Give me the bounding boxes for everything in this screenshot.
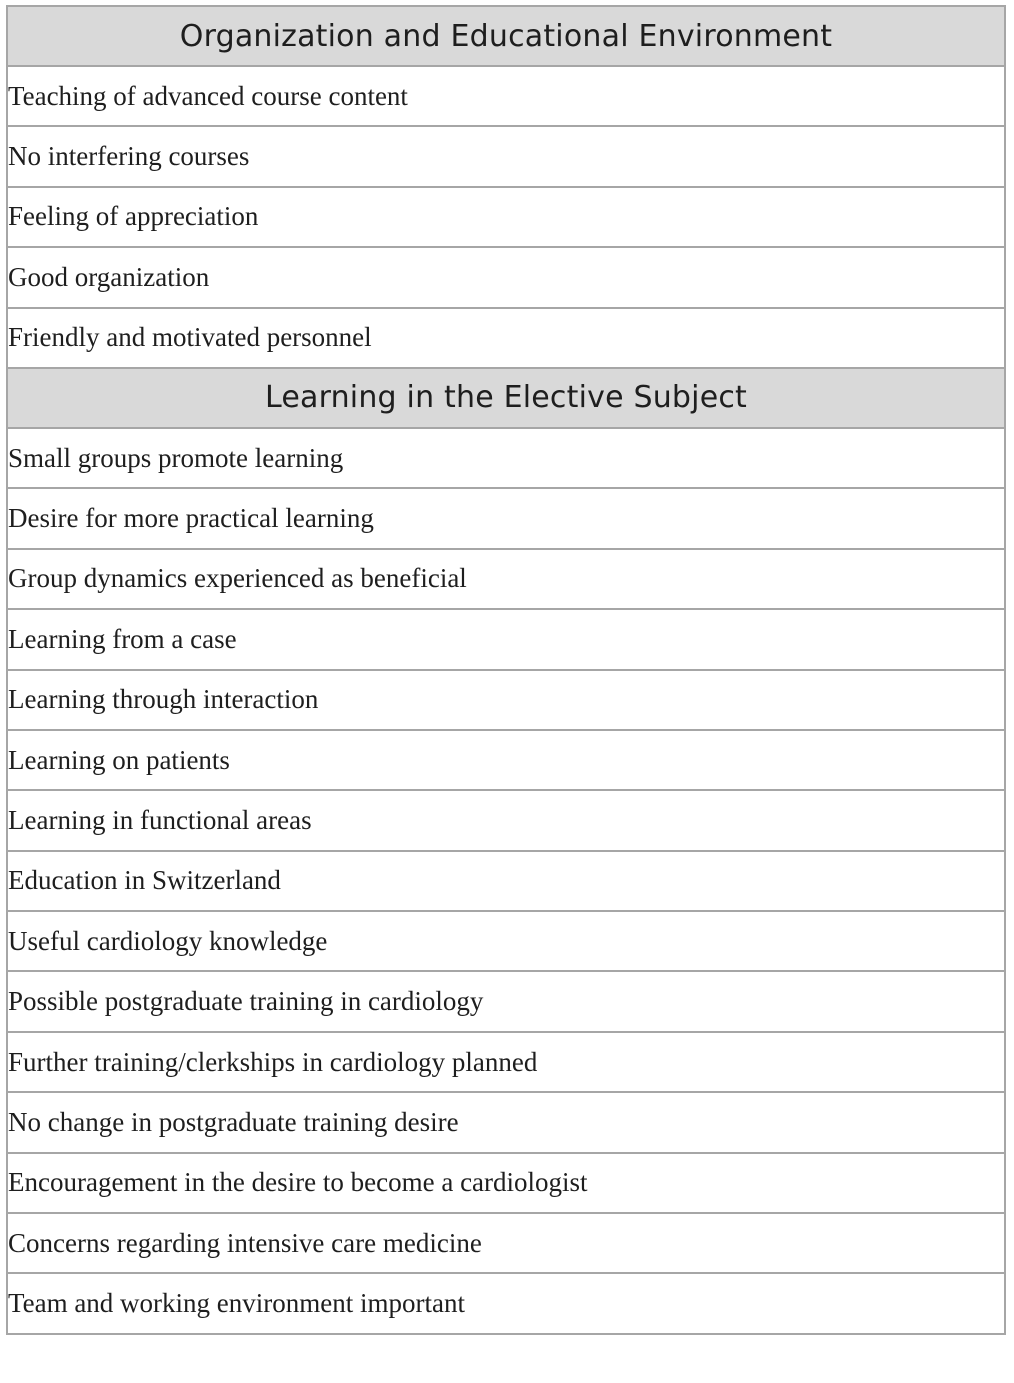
table-row — [7, 549, 1005, 609]
row-text: Useful cardiology knowledge — [7, 911, 1005, 971]
table-row — [7, 488, 1005, 548]
table-row — [7, 247, 1005, 307]
themes-table — [6, 5, 1006, 1335]
table-row — [7, 911, 1005, 971]
table-row — [7, 790, 1005, 850]
row-text: Encouragement in the desire to become a cardiologist — [7, 1153, 1005, 1213]
row-text: Learning through interaction — [7, 670, 1005, 730]
row-text: Learning from a case — [7, 609, 1005, 669]
row-text: Possible postgraduate training in cardiology — [7, 971, 1005, 1031]
row-text: Learning on patients — [7, 730, 1005, 790]
table-row — [7, 1273, 1005, 1333]
row-text: Small groups promote learning — [7, 428, 1005, 488]
table-row — [7, 971, 1005, 1031]
row-text: No change in postgraduate training desire — [7, 1092, 1005, 1152]
row-text: Group dynamics experienced as beneficial — [7, 549, 1005, 609]
row-text: Good organization — [7, 247, 1005, 307]
table-row — [7, 428, 1005, 488]
table-row — [7, 1032, 1005, 1092]
row-text: Concerns regarding intensive care medicine — [7, 1213, 1005, 1273]
table-row — [7, 1213, 1005, 1273]
row-text: Friendly and motivated personnel — [7, 308, 1005, 368]
table-row — [7, 609, 1005, 669]
row-text: Team and working environment important — [7, 1273, 1005, 1333]
table-row — [7, 66, 1005, 126]
section-header-row — [7, 368, 1005, 428]
row-text: Feeling of appreciation — [7, 187, 1005, 247]
row-text: Desire for more practical learning — [7, 488, 1005, 548]
row-text: No interfering courses — [7, 126, 1005, 186]
row-text: Education in Switzerland — [7, 851, 1005, 911]
table-row — [7, 1153, 1005, 1213]
table-row — [7, 1092, 1005, 1152]
section-header-row — [7, 6, 1005, 66]
section-title: Learning in the Elective Subject — [7, 368, 1005, 428]
table-row — [7, 670, 1005, 730]
section-title: Organization and Educational Environment — [7, 6, 1005, 66]
row-text: Learning in functional areas — [7, 790, 1005, 850]
table-row — [7, 126, 1005, 186]
table-row — [7, 851, 1005, 911]
table-row — [7, 308, 1005, 368]
row-text: Teaching of advanced course content — [7, 66, 1005, 126]
table-row — [7, 187, 1005, 247]
row-text: Further training/clerkships in cardiology planned — [7, 1032, 1005, 1092]
table-row — [7, 730, 1005, 790]
